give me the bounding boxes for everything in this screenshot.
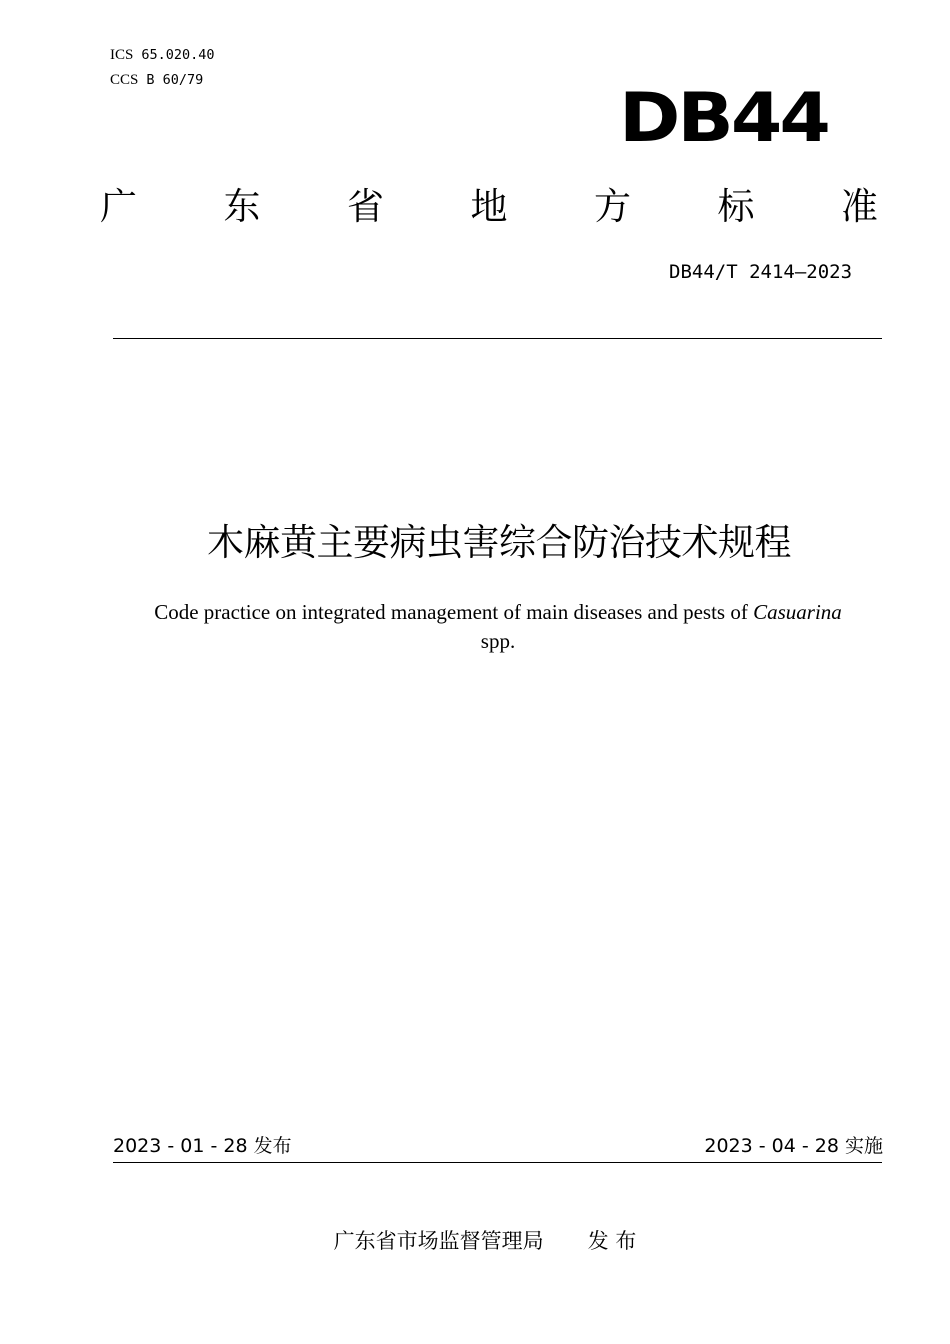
standard-type-char: 省 (347, 185, 384, 228)
issuer-line (0, 1226, 950, 1256)
title-english-tail: spp. (480, 629, 516, 653)
standard-type-char: 准 (841, 185, 878, 228)
title-chinese: 木麻黄主要病虫害综合防治技术规程 (207, 521, 791, 564)
standard-type-char: 方 (594, 185, 631, 228)
ccs-row (110, 71, 203, 89)
standard-type-heading (100, 182, 878, 232)
standard-type-char: 标 (717, 185, 755, 228)
title-english-genus: Casuarina (753, 600, 842, 624)
issuer-action: 发 布 (587, 1229, 637, 1253)
header-divider (113, 338, 882, 339)
standard-type-char: 广 (100, 185, 137, 228)
standard-type-char: 东 (223, 185, 261, 228)
title-english (118, 598, 878, 656)
issuer-org: 广东省市场监督管理局 (333, 1229, 544, 1253)
db44-logo: DB44 (619, 78, 828, 158)
ics-row (110, 46, 215, 64)
implementation-date: 2023 - 04 - 28 实施 (704, 1135, 883, 1157)
standard-type-char: 地 (470, 185, 508, 228)
ccs-label: CCS (110, 72, 139, 88)
standard-number: DB44/T 2414—2023 (669, 261, 853, 283)
title-english-main: Code practice on integrated management of main diseases and pests of (154, 600, 754, 624)
issue-date: 2023 - 01 - 28 发布 (113, 1135, 292, 1157)
footer-divider (113, 1162, 882, 1163)
ccs-code: B 60/79 (146, 72, 204, 88)
ics-label: ICS (110, 47, 134, 63)
ics-code: 65.020.40 (141, 47, 215, 63)
